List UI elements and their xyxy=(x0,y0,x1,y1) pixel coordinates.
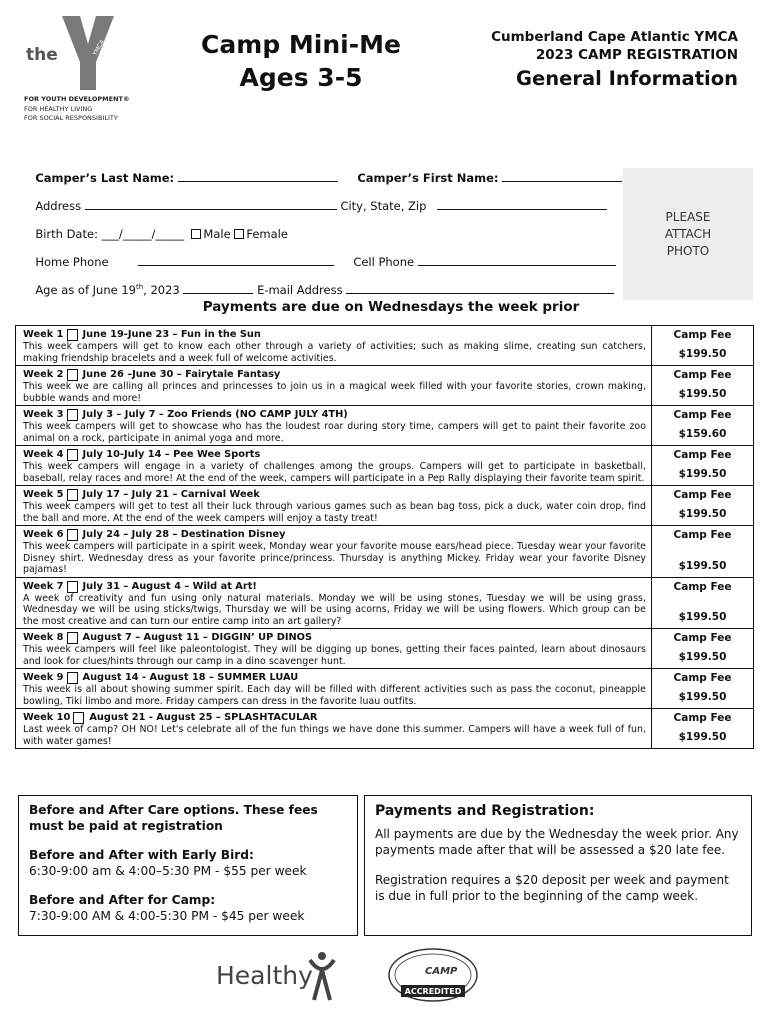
week-description-cell xyxy=(16,709,652,748)
male-checkbox[interactable] xyxy=(191,229,201,239)
week-checkbox[interactable] xyxy=(67,369,78,381)
week-label: Week 9 xyxy=(23,672,64,683)
week-title: July 10-July 14 – Pee Wee Sports xyxy=(82,449,261,460)
week-row xyxy=(16,405,753,445)
female-checkbox[interactable] xyxy=(234,229,244,239)
week-title: July 17 – July 21 – Carnival Week xyxy=(82,489,260,500)
week-header xyxy=(23,632,646,644)
week-fee-cell xyxy=(652,486,753,525)
address-label: Address xyxy=(35,199,82,213)
week-row xyxy=(16,668,753,708)
photo-text: PLEASE ATTACH PHOTO xyxy=(664,209,712,258)
phone-row xyxy=(28,241,334,269)
week-description-cell xyxy=(16,446,652,485)
week-label: Week 2 xyxy=(23,369,64,380)
week-title: July 3 – July 7 – Zoo Friends (NO CAMP JULY 4TH) xyxy=(82,409,348,420)
week-title: July 31 – August 4 – Wild at Art! xyxy=(82,580,257,592)
week-checkbox[interactable] xyxy=(67,409,78,421)
title-line-2: Ages 3-5 xyxy=(239,63,363,92)
week-row xyxy=(16,326,753,365)
camp-fee-amount: $159.60 xyxy=(678,428,727,440)
camp-fee-label: Camp Fee xyxy=(673,409,732,421)
birth-date-label: Birth Date: xyxy=(35,227,98,241)
week-row xyxy=(16,445,753,485)
camp-fee-label: Camp Fee xyxy=(673,529,732,541)
acc-logo-bottom: ACCREDITED xyxy=(404,987,462,996)
week-description: This week campers will participate in a spirit week, Monday wear your favorite mouse ears/head piece. Tuesday wear your favorite Disney shirt. Wednesday dress as your favorite prince/princess. Thursday is anything Mickey. Friday wear your favorite Disney pajamas! xyxy=(23,541,646,575)
week-header xyxy=(23,712,646,724)
early-bird-heading: Before and After with Early Bird: xyxy=(29,848,254,862)
week-fee-cell xyxy=(652,366,753,405)
city-label: City, State, Zip xyxy=(340,199,427,213)
tagline-line-3: FOR SOCIAL RESPONSIBILITY xyxy=(24,114,118,122)
week-row xyxy=(16,525,753,577)
healthy-logo-text: Healthy xyxy=(216,961,313,990)
week-fee-cell xyxy=(652,406,753,445)
age-label-post: , 2023 xyxy=(143,283,180,297)
week-header xyxy=(23,449,646,461)
payments-registration-heading: Payments and Registration: xyxy=(375,803,595,819)
tagline-line-1: FOR YOUTH DEVELOPMENT® xyxy=(24,95,130,103)
birth-row xyxy=(28,213,288,241)
week-header xyxy=(23,672,646,684)
week-header xyxy=(23,409,646,421)
registration-year: 2023 CAMP REGISTRATION xyxy=(535,47,738,63)
camp-fee-label: Camp Fee xyxy=(673,580,732,593)
logo-word: the xyxy=(26,45,58,65)
camp-fee-label: Camp Fee xyxy=(673,329,732,341)
week-row xyxy=(16,485,753,525)
week-description-cell xyxy=(16,366,652,405)
age-email-row xyxy=(28,269,614,297)
address-field[interactable] xyxy=(85,199,337,210)
healthy-u-logo xyxy=(214,946,344,1006)
week-checkbox[interactable] xyxy=(67,449,78,461)
birth-date-field[interactable]: ___/_____/_____ xyxy=(101,227,185,241)
first-name-row xyxy=(350,157,622,185)
title-line-1: Camp Mini-Me xyxy=(201,30,401,59)
week-header xyxy=(23,489,646,501)
address-row xyxy=(28,185,607,213)
week-description: This week campers will get to know each other through a variety of activities; such as making slime, creating sun catchers, making friendship bracelets and a week full of welcome activities. xyxy=(23,341,646,364)
week-checkbox[interactable] xyxy=(67,581,78,593)
week-description-cell xyxy=(16,578,652,629)
week-label: Week 1 xyxy=(23,329,64,340)
last-name-label: Camper’s Last Name: xyxy=(35,171,175,185)
acc-logo-top: CAMP xyxy=(425,966,458,977)
week-description-cell xyxy=(16,406,652,445)
last-name-row xyxy=(28,157,338,185)
email-field[interactable] xyxy=(346,283,614,294)
age-field[interactable] xyxy=(183,283,253,294)
week-row xyxy=(16,577,753,629)
ymca-logo xyxy=(22,14,132,92)
aca-accredited-logo xyxy=(385,947,481,1007)
week-checkbox[interactable] xyxy=(67,529,78,541)
week-title: August 14 - August 18 – SUMMER LUAU xyxy=(82,672,299,683)
week-label: Week 6 xyxy=(23,529,64,540)
week-row xyxy=(16,708,753,748)
camp-fee-amount: $199.50 xyxy=(678,651,727,663)
camp-care-heading: Before and After for Camp: xyxy=(29,893,216,907)
week-description: Last week of camp? OH NO! Let's celebrate all of the fun things we have done this summer. Campers will have a week full of fun, with water games! xyxy=(23,724,646,747)
week-header xyxy=(23,529,646,541)
week-fee-cell xyxy=(652,326,753,365)
week-header xyxy=(23,581,646,593)
photo-placeholder[interactable] xyxy=(623,168,753,300)
last-name-field[interactable] xyxy=(178,171,338,182)
email-label: E-mail Address xyxy=(257,283,343,297)
payments-due-heading: Payments are due on Wednesdays the week prior xyxy=(202,299,580,315)
camp-fee-amount: $199.50 xyxy=(678,348,727,360)
week-fee-cell xyxy=(652,709,753,748)
week-label: Week 5 xyxy=(23,489,64,500)
cell-phone-field[interactable] xyxy=(418,255,616,266)
cell-phone-row xyxy=(346,241,616,269)
week-checkbox[interactable] xyxy=(73,712,84,724)
week-label: Week 8 xyxy=(23,632,64,643)
week-description: This week is all about showing summer spirit. Each day will be filled with different activities such as pass the coconut, pineapple bowling, Tiki limbo and more. Friday campers can dress in the favorite luau outfits. xyxy=(23,684,646,707)
general-info-heading: General Information xyxy=(516,67,738,90)
week-description: This week we are calling all princes and princesses to join us in a magical week filled with your favorite stories, crown making, bubble wands and more! xyxy=(23,381,646,404)
camp-fee-label: Camp Fee xyxy=(673,449,732,461)
week-description-cell xyxy=(16,669,652,708)
week-description-cell xyxy=(16,486,652,525)
home-phone-label: Home Phone xyxy=(35,255,109,269)
week-header xyxy=(23,369,646,381)
care-heading: Before and After Care options. These fees must be paid at registration xyxy=(29,803,318,833)
camp-fee-amount: $199.50 xyxy=(678,611,727,623)
early-bird-text: 6:30-9:00 am & 4:00–5:30 PM - $55 per week xyxy=(29,864,307,878)
camp-fee-label: Camp Fee xyxy=(673,632,732,644)
week-title: August 21 - August 25 – SPLASHTACULAR xyxy=(89,712,318,723)
org-header xyxy=(491,28,738,92)
week-description-cell xyxy=(16,526,652,577)
week-title: August 7 – August 11 – DIGGIN’ UP DINOS xyxy=(82,632,313,643)
week-description-cell xyxy=(16,629,652,668)
logo-mark: YMCA xyxy=(91,38,107,57)
care-options-box xyxy=(18,795,358,936)
camp-care-text: 7:30-9:00 AM & 4:00-5:30 PM - $45 per week xyxy=(29,909,305,923)
registration-policy-text: Registration requires a $20 deposit per week and payment is due in full prior to the beginning of the camp week. xyxy=(375,873,729,903)
week-label: Week 4 xyxy=(23,449,64,460)
age-label-pre: Age as of June 19 xyxy=(35,283,136,297)
week-row xyxy=(16,628,753,668)
week-description-cell xyxy=(16,326,652,365)
first-name-field[interactable] xyxy=(502,171,622,182)
camp-fee-amount: $199.50 xyxy=(678,559,727,572)
camp-fee-label: Camp Fee xyxy=(673,489,732,501)
week-description: This week campers will feel like paleontologist. They will be digging up bones, getting their faces painted, learn about dinosaurs and look for clues/hints through our camp in a dino scavenger hunt. xyxy=(23,644,646,667)
home-phone-field[interactable] xyxy=(138,255,334,266)
age-label-sup: th xyxy=(135,283,144,292)
camp-fee-label: Camp Fee xyxy=(673,712,732,724)
org-name: Cumberland Cape Atlantic YMCA xyxy=(491,29,738,45)
tagline-line-2: FOR HEALTHY LIVING xyxy=(24,104,93,113)
week-checkbox[interactable] xyxy=(67,672,78,684)
first-name-label: Camper’s First Name: xyxy=(357,171,499,185)
week-fee-cell xyxy=(652,669,753,708)
camp-title xyxy=(186,28,416,94)
week-description: This week campers will engage in a variety of challenges among the groups. Campers will get to participate in basketball, baseball, relay races and more! At the end of the week, campers will participate in a Pep Rally displaying their favorite team spirit. xyxy=(23,461,646,484)
week-description: This week campers will get to showcase who has the loudest roar during story time, campers will get to paint their favorite zoo animal on a rock, participate in animal yoga and more. xyxy=(23,421,646,444)
camp-fee-label: Camp Fee xyxy=(673,369,732,381)
camp-fee-amount: $199.50 xyxy=(678,691,727,703)
female-label: Female xyxy=(246,227,288,241)
week-title: June 19-June 23 – Fun in the Sun xyxy=(82,329,261,340)
male-label: Male xyxy=(203,227,231,241)
week-description: This week campers will get to test all their luck through various games such as bean bag toss, pick a duck, water coin drop, find the ball and more. At the end of the week campers will enjoy a tasty treat! xyxy=(23,501,646,524)
week-fee-cell xyxy=(652,446,753,485)
week-label: Week 7 xyxy=(23,580,64,592)
week-checkbox[interactable] xyxy=(67,489,78,501)
weeks-table xyxy=(15,325,754,749)
week-checkbox[interactable] xyxy=(67,329,78,341)
week-fee-cell xyxy=(652,629,753,668)
week-header xyxy=(23,329,646,341)
week-label: Week 10 xyxy=(23,712,71,723)
week-label: Week 3 xyxy=(23,409,64,420)
camp-fee-amount: $199.50 xyxy=(678,508,727,520)
logo-tagline xyxy=(24,95,129,124)
city-field[interactable] xyxy=(437,199,607,210)
payment-policy-text: All payments are due by the Wednesday the week prior. Any payments made after that will be assessed a $20 late fee. xyxy=(375,827,739,857)
week-checkbox[interactable] xyxy=(67,632,78,644)
camp-fee-label: Camp Fee xyxy=(673,672,732,684)
payments-registration-box xyxy=(364,795,752,936)
camp-fee-amount: $199.50 xyxy=(678,388,727,400)
cell-phone-label: Cell Phone xyxy=(353,255,415,269)
week-row xyxy=(16,365,753,405)
week-fee-cell xyxy=(652,578,753,629)
week-title: July 24 – July 28 – Destination Disney xyxy=(82,529,286,540)
week-title: June 26 –June 30 – Fairytale Fantasy xyxy=(82,369,281,380)
camp-fee-amount: $199.50 xyxy=(678,731,727,743)
camp-fee-amount: $199.50 xyxy=(678,468,727,480)
week-description: A week of creativity and fun using only natural materials. Monday we will be using stones, Tuesday we will be using grass, Wednesday we will be using sticks/twigs, Thursday we will be using acorns, Friday we will be using flowers. Which group can be the most creative and can turn our entire camp into an art gallery? xyxy=(23,592,646,627)
week-fee-cell xyxy=(652,526,753,577)
